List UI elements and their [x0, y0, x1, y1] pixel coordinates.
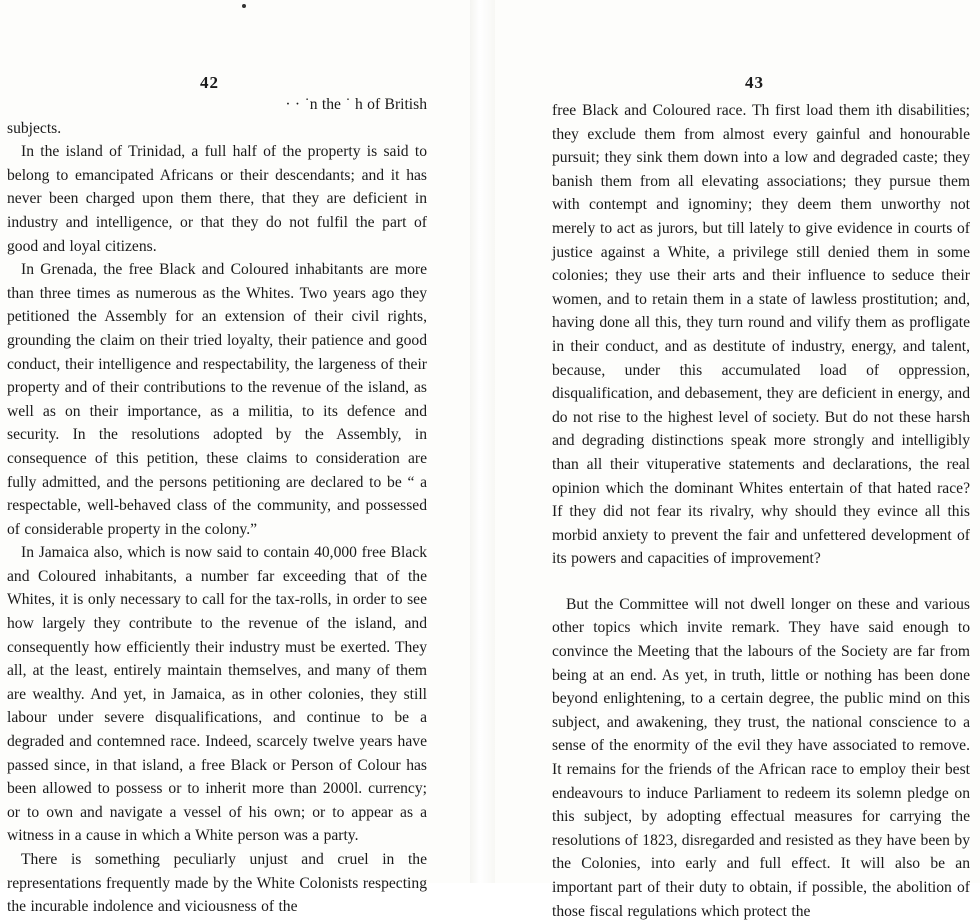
right-page [495, 0, 980, 920]
book-gutter [470, 0, 495, 883]
left-page-body [7, 93, 427, 919]
paragraph: But the Committee will not dwell longer on these and various other topics which invite remark. They have said enough to convince the Meeting that the labours of the Society are far from being at an end. As yet, in truth, little or nothing has been done beyond enlightening, to a certain degree, the public mind on this subject, and awakening, they trust, the national conscience to a sense of the enormity of the evil they have associated to remove. It remains for the friends of the African race to employ their best endeavours to induce Parliament to redeem its solemn pledge on this subject, by adopting effectual measures for carrying the resolutions of 1823, disregarded and resisted as they have been by the Colonies, into early and full effect. It will also be an important part of their duty to obtain, if possible, the abolition of those fiscal regulations which protect the [552, 595, 970, 920]
paragraph: There is something peculiarly unjust and cruel in the representations frequently made by the White Colonists respecting the incurable indolence and viciousness of the [7, 851, 427, 916]
paragraph: In the island of Trinidad, a full half of the property is said to belong to emancipated Africans or their descendants; and it has never been charged upon them there, that they are deficient in industry and intelligence, or that they do not fulfil the part of good and loyal citizens. [7, 143, 427, 255]
paragraph: subjects. [7, 119, 62, 137]
paragraph: In Jamaica also, which is now said to contain 40,000 free Black and Coloured inhabitants, a number far exceeding that of the Whites, it is only necessary to call for the tax-rolls, in order to see how largely they contribute to the revenue of the island, and consequently how efficiently their industry must be exerted. They all, at the least, entirely maintain themselves, and many of them are wealthy. And yet, in Jamaica, as in other colonies, they still labour under severe disqualifications, and continue to be a degraded and contemned race. Indeed, scarcely twelve years have passed since, in that island, a free Black or Person of Colour has been allowed to possess or to inherit more than 2000l. currency; or to own and navigate a vessel of his own; or to appear as a witness in a cause in which a White person was a party. [7, 544, 427, 845]
paragraph: free Black and Coloured race. Th first load them ith disabilities; they exclude them from almost every gainful and honourable pursuit; they sink them down into a low and degraded caste; they banish them from all elevating associations; they pursue them with contempt and ignominy; they deem them unworthy not merely to act as jurors, but till lately to give evidence in courts of justice against a White, a privilege still denied them in some colonies; they use their arts and their influence to seduce their women, and to retain them in a state of lawless prostitution; and, having done all this, they turn round and vilify them as profligate in their conduct, and as destitute of industry, energy, and talent, because, under this accumulated load of oppression, disqualification, and debasement, they are deficient in energy, and do not rise to the highest level of society. But do not these harsh and degrading distinctions speak more strongly and intelligibly than all their vituperative statements and declarations, the real opinion which the dominant Whites entertain of that hated race? If they did not fear its rivalry, why should they evince all this morbid anxiety to prevent the fair and unfettered development of its powers and capacities of improvement? [552, 102, 970, 568]
paragraph: In Grenada, the free Black and Coloured inhabitants are more than three times as numerous as the Whites. Two years ago they petitioned the Assembly for an extension of their civil rights, grounding the claim on their tried loyalty, their patience and good conduct, their intelligence and respectability, the largeness of their property and of their contributions to the revenue of the island, as well as on their importance, as a militia, to its defence and security. In the resolutions adopted by the Assembly, in consequence of this petition, these claims to consideration are fully admitted, and the persons petitioning are declared to be “ a respectable, well-behaved class of the community, and possessed of considerable property in the colony.” [7, 261, 427, 538]
opening-fragment: · · ˙n the ˙ h of British [285, 96, 427, 113]
page-number: 43 [745, 73, 764, 92]
page-number: 42 [200, 73, 219, 92]
ink-speck [242, 4, 246, 8]
left-page [0, 0, 470, 916]
right-page-body [552, 99, 970, 923]
